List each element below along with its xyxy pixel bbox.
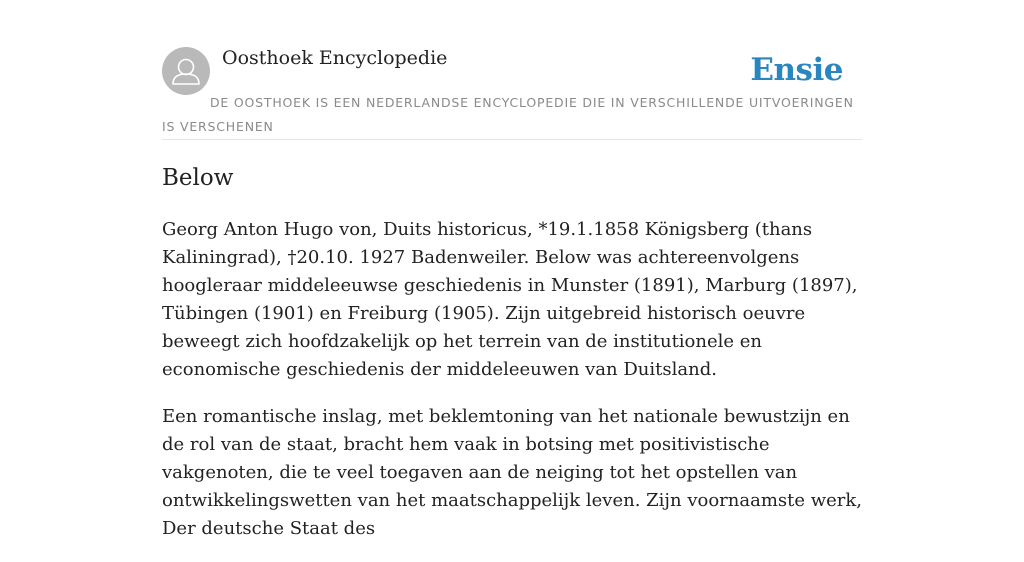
publication-tagline: DE OOSTHOEK IS EEN NEDERLANDSE ENCYCLOPEDIE DIE IN VERSCHILLENDE UITVOERINGEN IS VERSCHENEN (162, 95, 854, 134)
site-logo[interactable]: Ensie (750, 52, 843, 88)
publication-name[interactable]: Oosthoek Encyclopedie (222, 47, 448, 69)
user-icon (162, 47, 210, 95)
article-title: Below (162, 165, 234, 191)
article-paragraph: Een romantische inslag, met beklemtoning van het nationale bewustzijn en de rol van de staat, bracht hem vaak in botsing met positivistische vakgenoten, die te veel toegaven aan de neiging tot het opstellen van ontwikkelingswetten van het maatschappelijk leven. Zijn voornaamste werk, Der deutsche Staat des (162, 406, 863, 539)
header-divider (162, 139, 862, 140)
avatar[interactable] (162, 47, 210, 95)
article-body (162, 216, 864, 562)
article-paragraph: Georg Anton Hugo von, Duits historicus, *19.1.1858 Königsberg (thans Kaliningrad), †20.10. 1927 Badenweiler. Below was achtereenvolgens hoogleraar middeleeuwse geschiedenis in Munster (1891), Marburg (1897), Tübingen (1901) en Freiburg (1905). Zijn uitgebreid historisch oeuvre beweegt zich hoofdzakelijk op het terrein van de institutionele en economische geschiedenis der middeleeuwen van Duitsland. (162, 219, 858, 380)
